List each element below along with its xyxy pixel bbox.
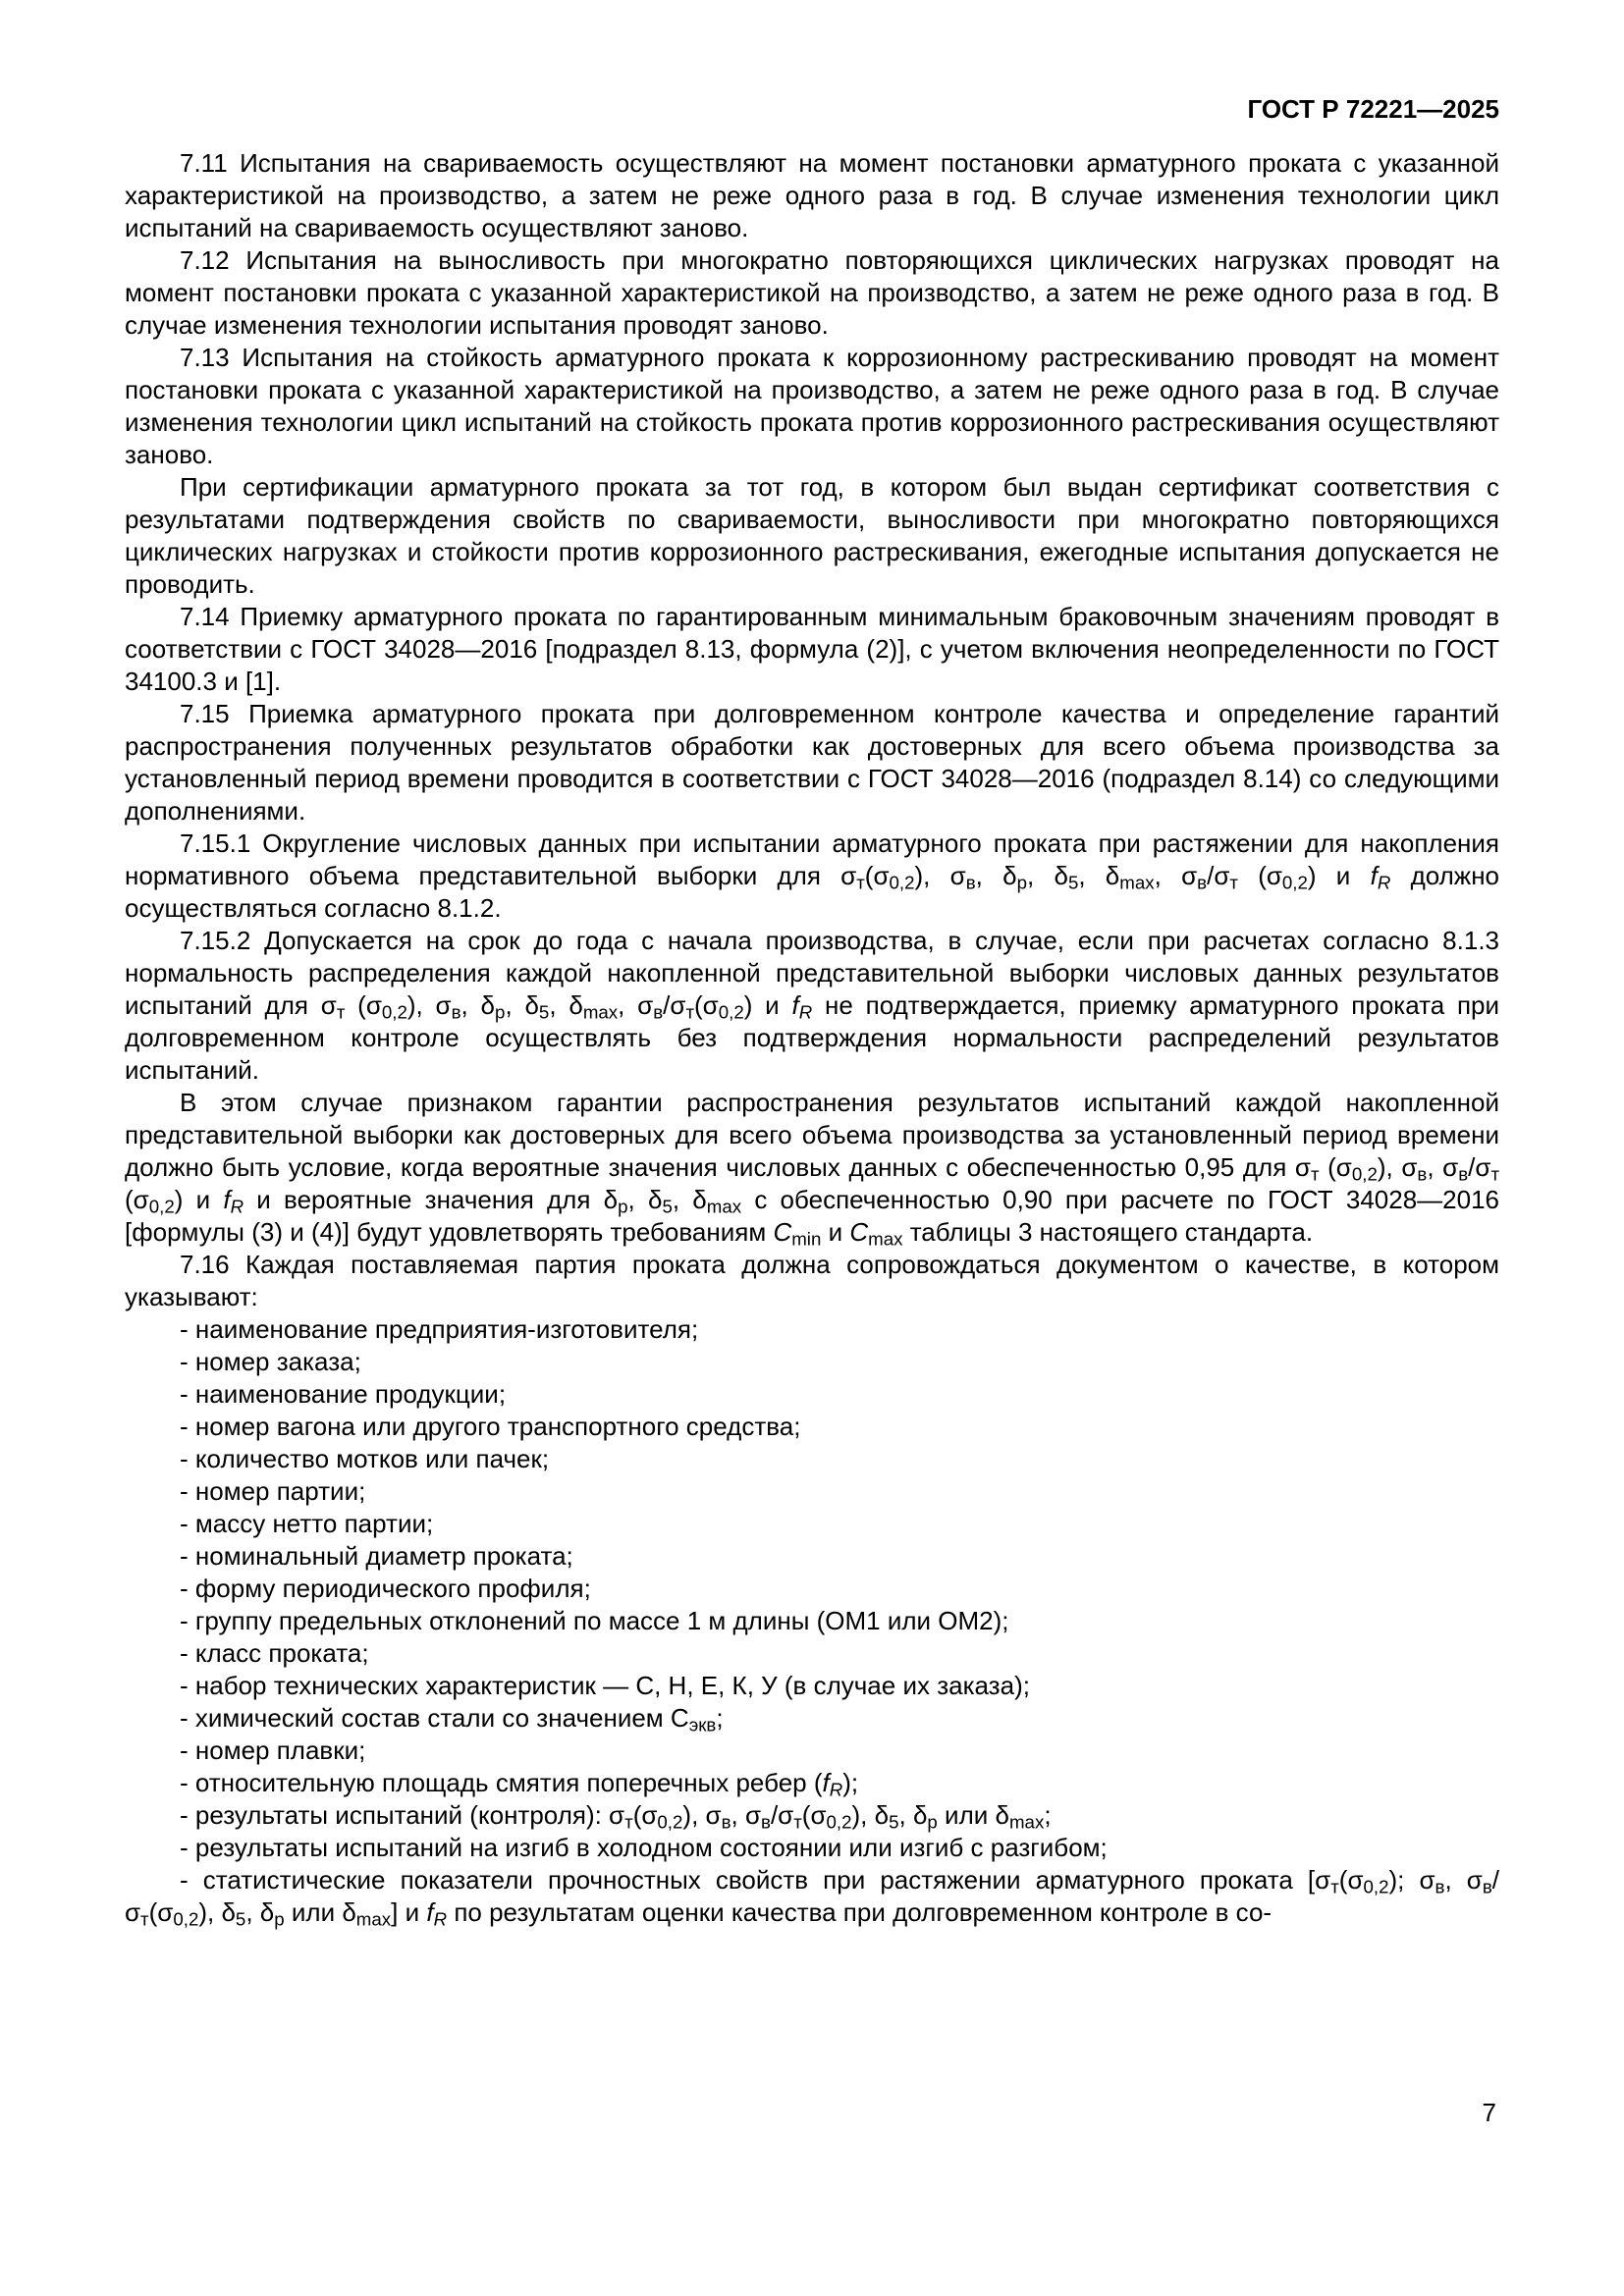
paragraph: 7.12 Испытания на выносливость при многократно повторяющихся циклических нагрузках проводят на момент постановки проката с указанной характеристикой на производство, а затем не реже одного раза в год. В случае изменения технологии испытания проводят заново. <box>125 245 1499 340</box>
list-item: - форму периодического профиля; <box>180 1574 591 1603</box>
list-item: - набор технических характеристик — С, Н, Е, К, У (в случае их заказа); <box>180 1671 1030 1700</box>
paragraph: 7.13 Испытания на стойкость арматурного проката к коррозионному растрескиванию проводят на момент постановки проката с указанной характеристикой на производство, а затем не реже одного раза в год. В случае изменения технологии цикл испытаний на стойкость проката против коррозионного растрескивания осуществляют заново. <box>125 343 1499 469</box>
paragraph: 7.14 Приемку арматурного проката по гарантированным минимальным браковочным значениям проводят в соответствии с ГОСТ 34028—2016 [подраздел 8.13, формула (2)], с учетом включения неопределенности по ГОСТ 34100.3 и [1]. <box>125 602 1499 696</box>
list-item: - статистические показатели прочностных свойств при растяжении арматурного проката [$\sigma_т(\sigma_{0,2})$; $\sigma_в$, $\sigma_в/\sigma_т(\sigma_{0,2})$, $\delta_5$, $\delta_р$ или $\delta_{max}$] и $f_R$ по результатам оценки качества при долговременном контроле в со- <box>125 1865 1500 1930</box>
list-item: - результаты испытаний на изгиб в холодном состоянии или изгиб с разгибом; <box>180 1833 1108 1862</box>
document-header <box>125 94 1499 124</box>
paragraph: 7.15.2 Допускается на срок до года с начала производства, в случае, если при расчетах согласно 8.1.3 нормальность распределения каждой накопленной представительной выборки числовых данных результатов испытаний для $\sigma_т$ $(\sigma_{0,2})$, $\sigma_в$, $\delta_р$, $\delta_5$, $\delta_{max}$, $\sigma_в/\sigma_т(\sigma_{0,2})$ и $f_R$ не подтверждается, приемку арматурного проката при долговременном контроле осуществлять без подтверждения нормальности распределений результатов испытаний. <box>125 926 1500 1085</box>
list-item: - номер плавки; <box>180 1735 366 1765</box>
list-item: - номер заказа; <box>180 1347 361 1376</box>
paragraph: В этом случае признаком гарантии распространения результатов испытаний каждой накопленной представительной выборки как достоверных для всего объема производства за установленный период времени должно быть условие, когда вероятные значения числовых данных с обеспеченностью 0,95 для $\sigma_т$ $(\sigma_{0,2})$, $\sigma_в$, $\sigma_в/\sigma_т$ $(\sigma_{0,2})$ и $f_R$ и вероятные значения для $\delta_р$, $\delta_5$, $\delta_{max}$ с обеспеченностью 0,90 при расчете по ГОСТ 34028—2016 [формулы (3) и (4)] будут удовлетворять требованиям $C_{min}$ и $C_{max}$ таблицы 3 настоящего стандарта. <box>125 1088 1500 1250</box>
list-item: - группу предельных отклонений по массе 1 м длины (ОМ1 или ОМ2); <box>180 1606 1009 1635</box>
list-item: - номер вагона или другого транспортного средства; <box>180 1412 801 1441</box>
list-item: - класс проката; <box>180 1638 369 1668</box>
list-item: - химический состав стали со значением $С_{экв}$; <box>180 1703 724 1735</box>
list-item: - наименование предприятия-изготовителя; <box>180 1314 699 1344</box>
paragraph: 7.15.1 Округление числовых данных при испытании арматурного проката при растяжении для накопления нормативного объема представительной выборки для $\sigma_т(\sigma_{0,2})$, $\sigma_в$, $\delta_р$, $\delta_5$, $\delta_{max}$, $\sigma_в/\sigma_т$ $(\sigma_{0,2})$ и $f_R$ должно осуществляться согласно 8.1.2. <box>125 828 1500 923</box>
paragraph: 7.16 Каждая поставляемая партия проката должна сопровождаться документом о качестве, в котором указывают: <box>125 1250 1499 1311</box>
list-item: - относительную площадь смятия поперечных ребер $(f_R)$; <box>180 1768 859 1800</box>
list-item: - номер партии; <box>180 1476 366 1506</box>
document-body <box>125 147 1499 1929</box>
list-item: - массу нетто партии; <box>180 1509 434 1538</box>
paragraph: При сертификации арматурного проката за тот год, в котором был выдан сертификат соответствия с результатами подтверждения свойств по свариваемости, выносливости при многократно повторяющихся циклических нагрузках и стойкости против коррозионного растрескивания, ежегодные испытания допускается не проводить. <box>125 472 1499 599</box>
list-item: - количество мотков или пачек; <box>180 1444 550 1473</box>
list-item: - наименование продукции; <box>180 1379 507 1409</box>
paragraph: 7.11 Испытания на свариваемость осуществляют на момент постановки арматурного проката с указанной характеристикой на производство, а затем не реже одного раза в год. В случае изменения технологии цикл испытаний на свариваемость осуществляют заново. <box>125 148 1499 242</box>
doc-code: ГОСТ Р 72221—2025 <box>1247 94 1499 124</box>
paragraph: 7.15 Приемка арматурного проката при долговременном контроле качества и определение гарантий распространения полученных результатов обработки как достоверных для всего объема производства за установленный период времени проводится в соответствии с ГОСТ 34028—2016 (подраздел 8.14) со следующими дополнениями. <box>125 699 1499 826</box>
page-number: 7 <box>1482 2098 1496 2127</box>
list-item: - номинальный диаметр проката; <box>180 1541 573 1571</box>
list-item: - результаты испытаний (контроля): $\sigma_т(\sigma_{0,2})$, $\sigma_в$, $\sigma_в/\sigma_т(\sigma_{0,2})$, $\delta_5$, $\delta_р$ или $\delta_{max}$; <box>180 1800 1052 1833</box>
